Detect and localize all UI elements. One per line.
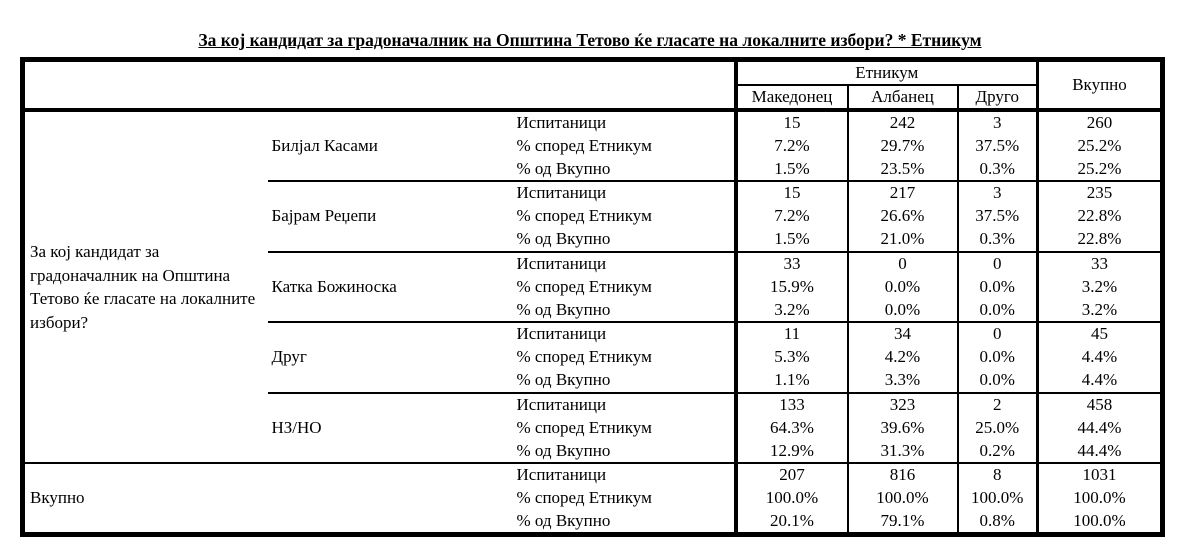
total-row-label: Вкупно	[23, 463, 513, 535]
value-cell: 0.0%	[848, 275, 958, 299]
value-cell: 323	[848, 393, 958, 417]
value-cell: 1031	[1038, 463, 1163, 487]
value-cell: 15.9%	[736, 275, 848, 299]
table-row	[23, 463, 1163, 487]
value-cell: 1.5%	[736, 158, 848, 182]
value-cell: 29.7%	[848, 134, 958, 158]
value-cell: 34	[848, 322, 958, 346]
stat-label: % според Етникум	[516, 488, 652, 508]
column-header-drugo: Друго	[958, 85, 1038, 110]
value-cell: 100.0%	[848, 487, 958, 511]
candidate-label: Друг	[268, 322, 513, 393]
stat-label: % според Етникум	[516, 417, 652, 437]
value-cell: 100.0%	[736, 487, 848, 511]
value-cell: 4.2%	[848, 346, 958, 370]
value-cell: 3	[958, 110, 1038, 134]
value-cell: 207	[736, 463, 848, 487]
stub-header-cell	[23, 60, 736, 111]
value-cell: 2	[958, 393, 1038, 417]
value-cell: 0.3%	[958, 158, 1038, 182]
value-cell: 12.9%	[736, 440, 848, 464]
stat-label: Испитаници	[516, 113, 607, 132]
value-cell: 64.3%	[736, 416, 848, 440]
column-group-header: Етникум	[736, 60, 1038, 86]
question-cell: За кој кандидат за градоначалник на Општина Тетово ќе гласате на локалните избори?	[30, 242, 256, 332]
value-cell: 3	[958, 181, 1038, 205]
value-cell: 0.0%	[958, 275, 1038, 299]
column-header-makedonec: Македонец	[736, 85, 848, 110]
value-cell: 0.0%	[958, 346, 1038, 370]
value-cell: 235	[1038, 181, 1163, 205]
stat-label: Испитаници	[513, 322, 736, 346]
value-cell: 25.2%	[1038, 134, 1163, 158]
stat-label: Испитаници	[513, 393, 736, 417]
stat-label: % од Вкупно	[516, 511, 611, 530]
value-cell: 4.4%	[1038, 346, 1163, 370]
value-cell: 0.3%	[958, 228, 1038, 252]
value-cell: 37.5%	[958, 205, 1038, 229]
candidate-label: Катка Божиноска	[268, 252, 513, 323]
value-cell: 37.5%	[958, 134, 1038, 158]
value-cell: 0.0%	[958, 369, 1038, 393]
value-cell: 242	[848, 110, 958, 134]
value-cell: 8	[958, 463, 1038, 487]
value-cell: 11	[736, 322, 848, 346]
value-cell: 0	[958, 322, 1038, 346]
stat-label: % од Вкупно	[516, 158, 611, 178]
value-cell: 3.2%	[1038, 299, 1163, 323]
value-cell: 0.0%	[848, 299, 958, 323]
value-cell: 15	[736, 181, 848, 205]
stat-label: Испитаници	[513, 252, 736, 276]
value-cell: 45	[1038, 322, 1163, 346]
value-cell: 3.2%	[1038, 275, 1163, 299]
candidate-label: Бајрам Реџепи	[268, 181, 513, 252]
value-cell: 33	[736, 252, 848, 276]
value-cell: 100.0%	[1038, 487, 1163, 511]
stat-label: Испитаници	[513, 463, 736, 487]
value-cell: 23.5%	[848, 158, 958, 182]
value-cell: 44.4%	[1038, 440, 1163, 464]
value-cell: 26.6%	[848, 205, 958, 229]
value-cell: 79.1%	[848, 510, 958, 535]
value-cell: 7.2%	[736, 205, 848, 229]
value-cell: 31.3%	[848, 440, 958, 464]
value-cell: 0	[848, 252, 958, 276]
value-cell: 133	[736, 393, 848, 417]
value-cell: 3.2%	[736, 299, 848, 323]
value-cell: 33	[1038, 252, 1163, 276]
candidate-label: НЗ/НО	[268, 393, 513, 464]
value-cell: 21.0%	[848, 228, 958, 252]
value-cell: 100.0%	[1038, 510, 1163, 535]
value-cell: 0.0%	[958, 299, 1038, 323]
value-cell: 25.0%	[958, 416, 1038, 440]
crosstab-table	[20, 57, 1165, 537]
value-cell: 217	[848, 181, 958, 205]
candidate-label: Билјал Касами	[271, 136, 378, 155]
value-cell: 22.8%	[1038, 205, 1163, 229]
value-cell: 0.8%	[958, 510, 1038, 535]
value-cell: 816	[848, 463, 958, 487]
value-cell: 39.6%	[848, 416, 958, 440]
header-row-group	[23, 60, 1163, 86]
value-cell: 1.5%	[736, 228, 848, 252]
value-cell: 5.3%	[736, 346, 848, 370]
stat-label: % според Етникум	[516, 276, 652, 296]
value-cell: 15	[736, 110, 848, 134]
stat-label: % од Вкупно	[516, 229, 611, 249]
value-cell: 7.2%	[736, 134, 848, 158]
stat-label: % од Вкупно	[516, 370, 611, 390]
stat-label: % според Етникум	[516, 206, 652, 226]
value-cell: 25.2%	[1038, 158, 1163, 182]
stat-label: % според Етникум	[516, 347, 652, 367]
value-cell: 100.0%	[958, 487, 1038, 511]
stat-label: Испитаници	[513, 181, 736, 205]
value-cell: 0.2%	[958, 440, 1038, 464]
value-cell: 1.1%	[736, 369, 848, 393]
table-row	[23, 110, 1163, 134]
value-cell: 0	[958, 252, 1038, 276]
total-column-header: Вкупно	[1038, 60, 1163, 111]
value-cell: 20.1%	[736, 510, 848, 535]
value-cell: 44.4%	[1038, 416, 1163, 440]
value-cell: 3.3%	[848, 369, 958, 393]
stat-label: % од Вкупно	[516, 440, 611, 460]
value-cell: 458	[1038, 393, 1163, 417]
column-header-albanec: Албанец	[848, 85, 958, 110]
table-title: За кој кандидат за градоначалник на Општина Тетово ќе гласате на локалните избори? * Етникум	[198, 30, 982, 50]
value-cell: 22.8%	[1038, 228, 1163, 252]
value-cell: 260	[1038, 110, 1163, 134]
value-cell: 4.4%	[1038, 369, 1163, 393]
stat-label: % од Вкупно	[516, 299, 611, 319]
stat-label: % според Етникум	[516, 135, 652, 155]
